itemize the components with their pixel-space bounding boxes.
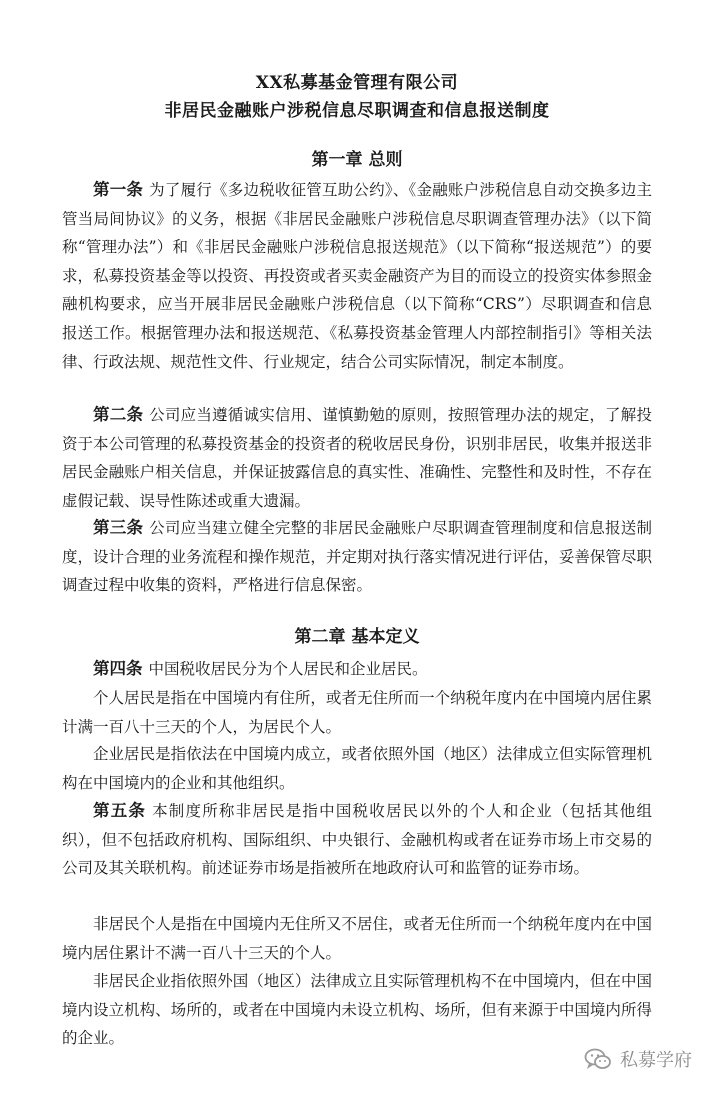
article-5-non-resident-enterprise: 非居民企业指依照外国（地区）法律成立且实际管理机构不在中国境内，但在中国境内设立机构、场所的，或者在中国境内未设立机构、场所，但有来源于中国境内所得的企业。	[62, 972, 652, 1048]
article-4-text: 中国税收居民分为个人居民和企业居民。	[148, 660, 428, 678]
chapter-1-heading: 第一章 总则	[311, 150, 403, 170]
article-4-individual-resident: 个人居民是指在中国境内有住所，或者无住所而一个纳税年度内在中国境内居住累计满一百八十三天的个人，为居民个人。	[62, 689, 652, 736]
article-4-label: 第四条	[93, 659, 143, 678]
watermark	[584, 1046, 692, 1072]
article-3	[62, 514, 652, 600]
article-5-label: 第五条	[93, 801, 147, 820]
article-5-text: 本制度所称非居民是指中国税收居民以外的个人和企业（包括其他组织），但不包括政府机构、国际组织、中央银行、金融机构或者在证券市场上市交易的公司及其关联机构。前述证券市场是指被所在地政府认可和监管的证券市场。	[62, 802, 652, 878]
article-2-label: 第二条	[93, 405, 144, 424]
article-1-text: 为了履行《多边税收征管互助公约》、《金融账户涉税信息自动交换多边主管当局间协议》的义务，根据《非居民金融账户涉税信息尽职调查管理办法》（以下简称“管理办法”）和《非居民金融账户涉税信息报送规范》（以下简称“报送规范”）的要求，私募投资基金等以投资、再投资或者买卖金融资产为目的而设立的投资实体参照金融机构要求，应当开展非居民金融账户涉税信息（以下简称“CRS”）尽职调查和信息报送工作。根据管理办法和报送规范、《私募投资基金管理人内部控制指引》等相关法律、行政法规、规范性文件、行业规定，结合公司实际情况，制定本制度。	[62, 181, 653, 371]
article-5	[62, 797, 652, 883]
policy-title: 非居民金融账户涉税信息尽职调查和信息报送制度	[164, 101, 550, 121]
article-5-non-resident-individual: 非居民个人是指在中国境内无住所又不居住，或者无住所而一个纳税年度内在中国境内居住累计不满一百八十三天的个人。	[62, 915, 652, 962]
article-3-label: 第三条	[93, 518, 144, 537]
article-4-enterprise-resident: 企业居民是指依法在中国境内成立，或者依照外国（地区）法律成立但实际管理机构在中国境内的企业和其他组织。	[62, 745, 652, 792]
article-2-text: 公司应当遵循诚实信用、谨慎勤勉的原则，按照管理办法的规定，了解投资于本公司管理的私募投资基金的投资者的税收居民身份，识别非居民，收集并报送非居民金融账户相关信息，并保证披露信息的真实性、准确性、完整性和及时性，不存在虚假记载、误导性陈述或重大遗漏。	[62, 406, 652, 510]
article-1-label: 第一条	[93, 180, 144, 199]
article-3-text: 公司应当建立健全完整的非居民金融账户尽职调查管理制度和信息报送制度，设计合理的业务流程和操作规范，并定期对执行落实情况进行评估，妥善保管尽职调查过程中收集的资料，严格进行信息保密。	[62, 519, 652, 595]
watermark-text: 私募学府	[620, 1050, 692, 1071]
article-4	[62, 655, 652, 684]
article-2	[62, 401, 652, 515]
chapter-2-heading: 第二章 基本定义	[294, 627, 420, 647]
article-1	[62, 176, 652, 376]
company-name: XX私募基金管理有限公司	[255, 73, 459, 93]
wechat-icon	[584, 1047, 612, 1071]
